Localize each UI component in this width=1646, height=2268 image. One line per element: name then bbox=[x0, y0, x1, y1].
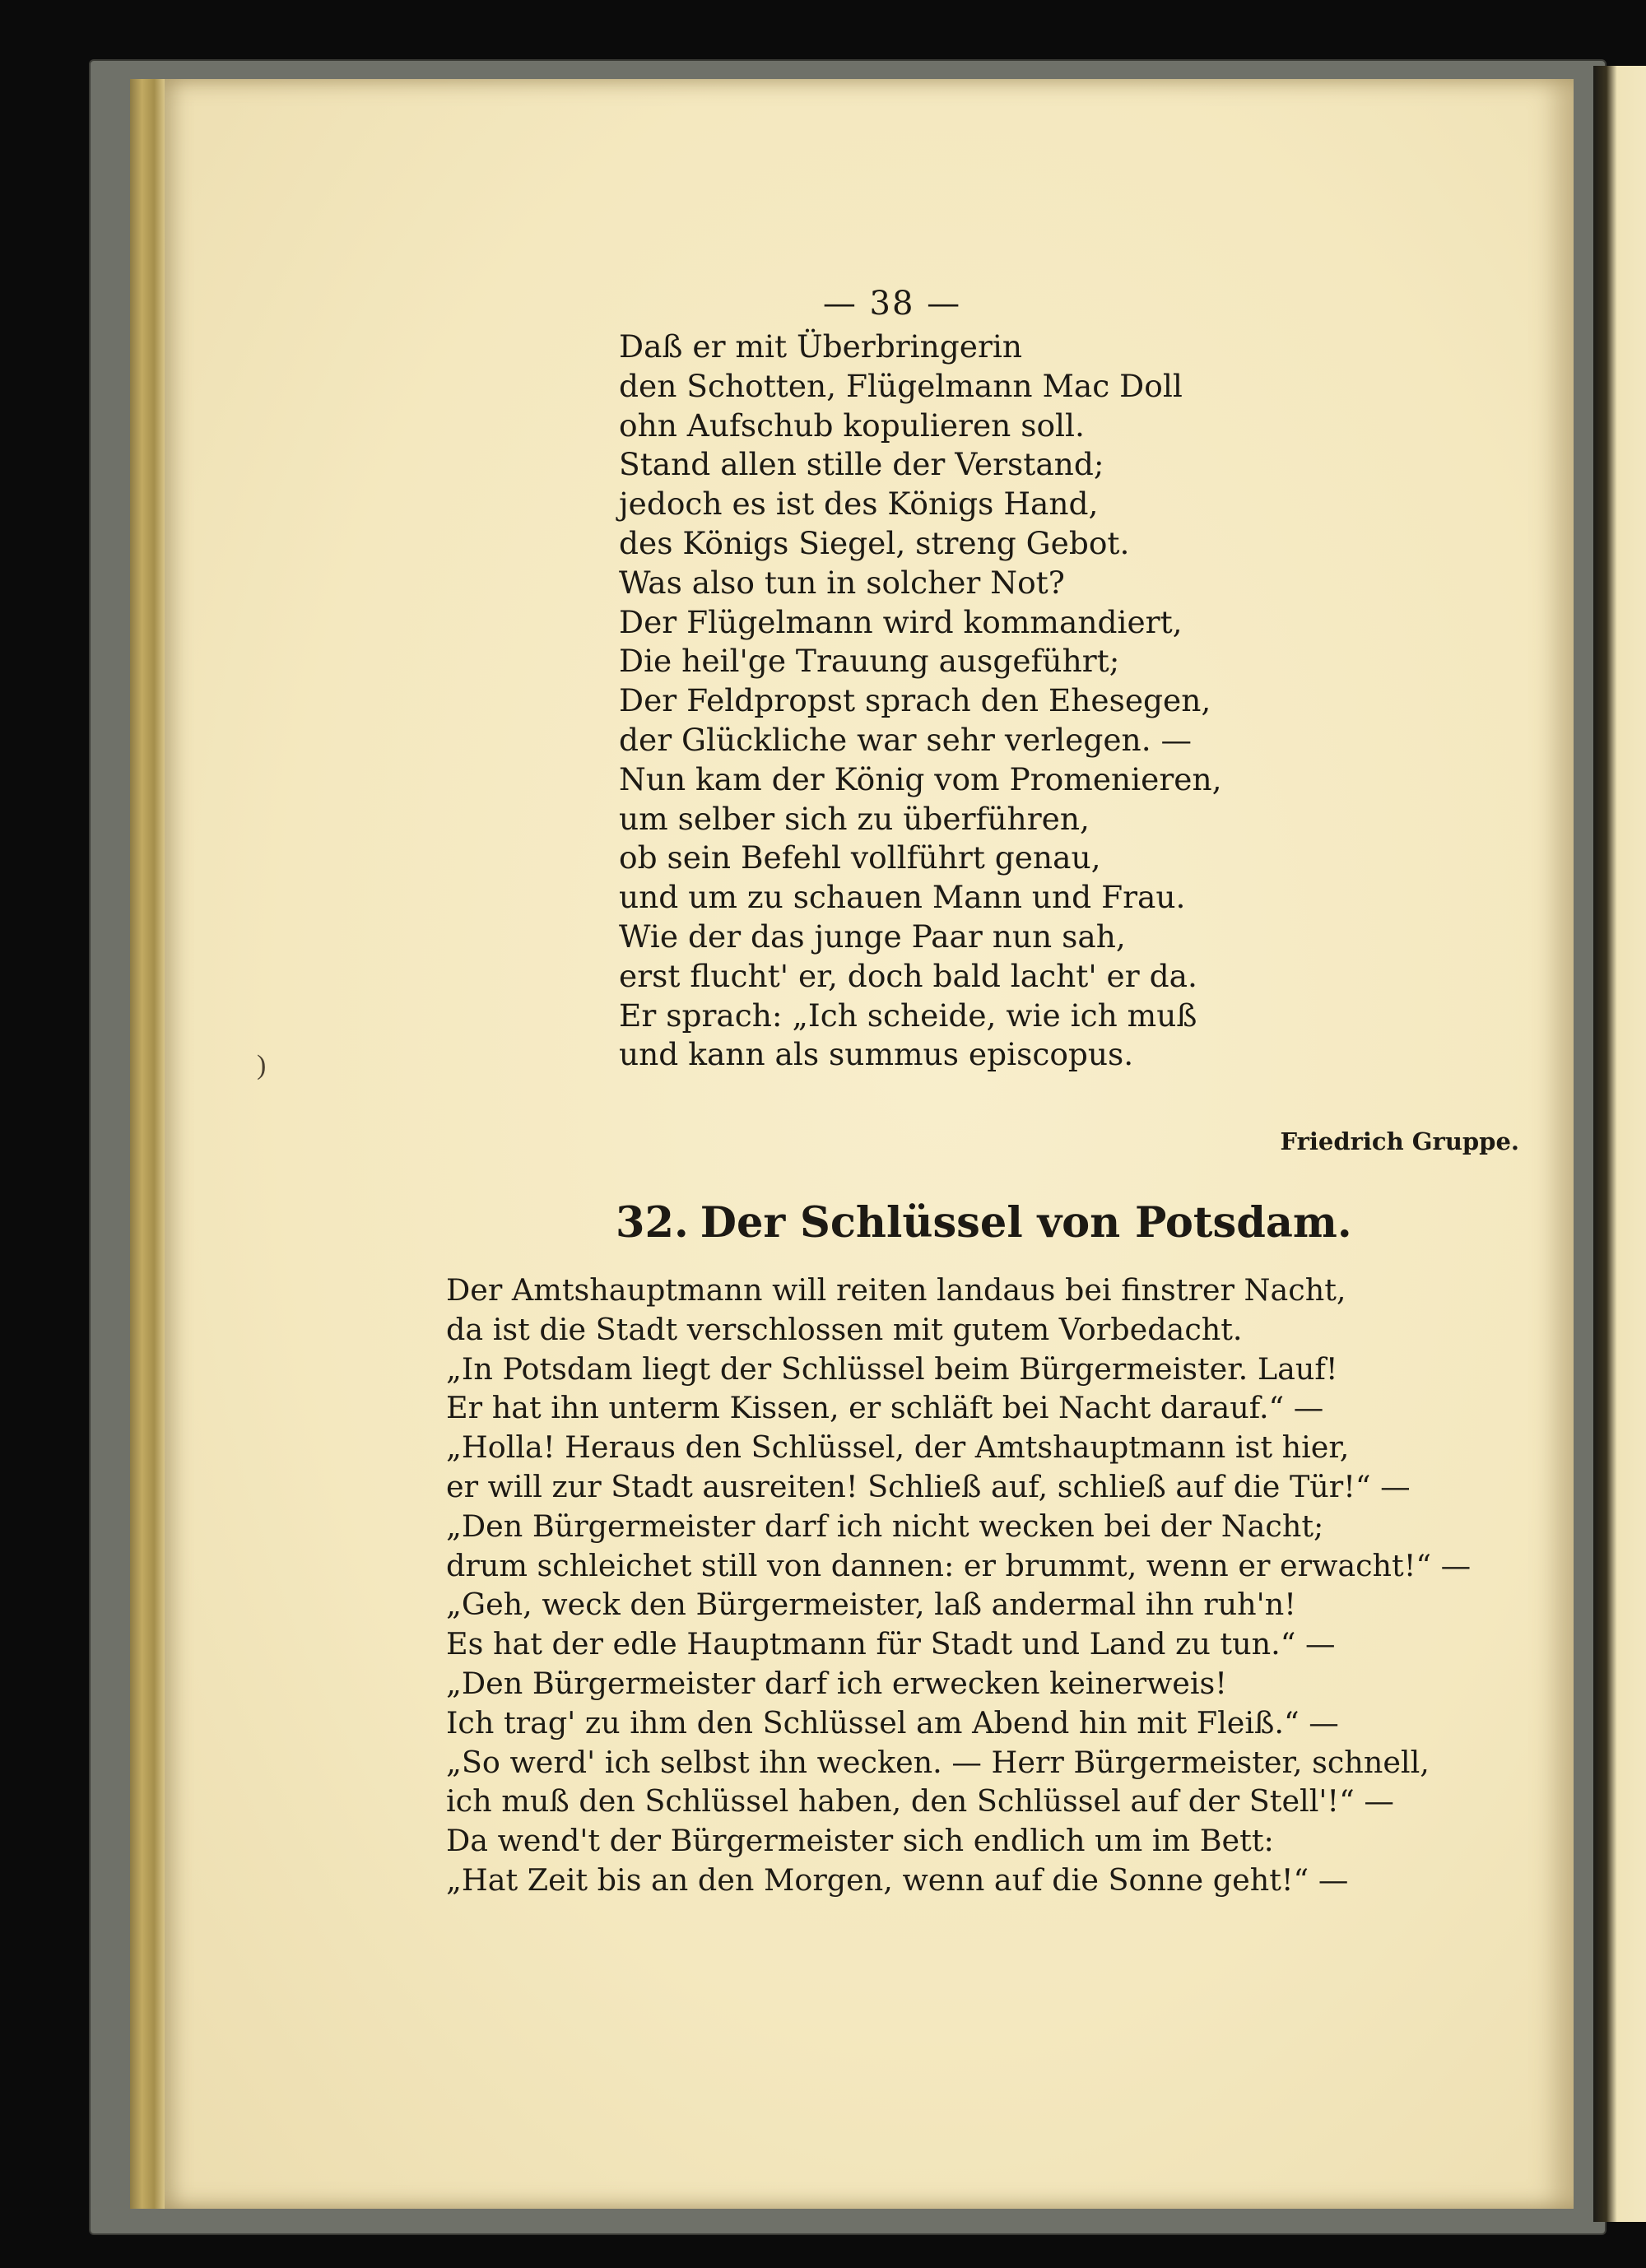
poem-line: ob sein Befehl vollführt genau, bbox=[619, 839, 1101, 876]
ballad-line: er will zur Stadt ausreiten! Schließ auf, schließ auf die Tür!“ — bbox=[446, 1468, 1411, 1504]
poem-line: erst flucht' er, doch bald lacht' er da. bbox=[619, 957, 1197, 994]
poem-line: und um zu schauen Mann und Frau. bbox=[619, 879, 1186, 916]
stray-mark: ) bbox=[257, 1050, 267, 1081]
ballad-line: ich muß den Schlüssel haben, den Schlüssel auf der Stell'!“ — bbox=[446, 1783, 1394, 1820]
poem-line: Was also tun in solcher Not? bbox=[619, 564, 1065, 601]
ballad-line: „Den Bürgermeister darf ich erwecken keinerweis! bbox=[446, 1665, 1227, 1701]
poem-line: Der Flügelmann wird kommandiert, bbox=[619, 603, 1183, 640]
section-heading bbox=[616, 1198, 1422, 1248]
poem-line: jedoch es ist des Königs Hand, bbox=[619, 486, 1099, 523]
section-number: 32. bbox=[616, 1198, 689, 1248]
book-page bbox=[161, 79, 1574, 2209]
page-number: — 38 — bbox=[822, 285, 962, 323]
ballad-line: da ist die Stadt verschlossen mit gutem Vorbedacht. bbox=[446, 1311, 1243, 1347]
ballad-line: „Den Bürgermeister darf ich nicht wecken bei der Nacht; bbox=[446, 1508, 1324, 1544]
poem-line: um selber sich zu überführen, bbox=[619, 800, 1090, 837]
poem-line: und kann als summus episcopus. bbox=[619, 1036, 1134, 1073]
ballad-line: „Hat Zeit bis an den Morgen, wenn auf die Sonne geht!“ — bbox=[446, 1861, 1349, 1898]
ballad-line: Er hat ihn unterm Kissen, er schläft bei Nacht darauf.“ — bbox=[446, 1390, 1324, 1426]
gilt-page-edge bbox=[130, 79, 165, 2209]
ballad-line: Der Amtshauptmann will reiten landaus bei finstrer Nacht, bbox=[446, 1272, 1346, 1308]
ballad-line: Da wend't der Bürgermeister sich endlich um im Bett: bbox=[446, 1823, 1274, 1859]
ballad-line: Ich trag' zu ihm den Schlüssel am Abend hin mit Fleiß.“ — bbox=[446, 1704, 1339, 1741]
poem-line: der Glückliche war sehr verlegen. — bbox=[619, 721, 1193, 758]
ballad-line: „In Potsdam liegt der Schlüssel beim Bürgermeister. Lauf! bbox=[446, 1350, 1338, 1387]
poem-line: des Königs Siegel, streng Gebot. bbox=[619, 524, 1130, 561]
poem-line: Der Feldpropst sprach den Ehesegen, bbox=[619, 682, 1211, 719]
facing-page-edge bbox=[1593, 66, 1646, 2222]
poem-line: Wie der das junge Paar nun sah, bbox=[619, 918, 1126, 955]
ballad-line: „So werd' ich selbst ihn wecken. — Herr Bürgermeister, schnell, bbox=[446, 1744, 1430, 1780]
poem-line: Die heil'ge Trauung ausgeführt; bbox=[619, 643, 1120, 680]
poem-line: ohn Aufschub kopulieren soll. bbox=[619, 407, 1085, 444]
section-title: Der Schlüssel von Potsdam. bbox=[700, 1198, 1352, 1248]
poem-continuation bbox=[619, 328, 1442, 1075]
poem-line: Er sprach: „Ich scheide, wie ich muß bbox=[619, 997, 1197, 1034]
poem-author: Friedrich Gruppe. bbox=[1280, 1127, 1519, 1155]
ballad-text bbox=[446, 1271, 1574, 1900]
poem-line: Daß er mit Überbringerin bbox=[619, 328, 1023, 365]
ballad-line: „Holla! Heraus den Schlüssel, der Amtshauptmann ist hier, bbox=[446, 1429, 1350, 1466]
poem-line: Stand allen stille der Verstand; bbox=[619, 446, 1104, 483]
ballad-line: drum schleichet still von dannen: er brummt, wenn er erwacht!“ — bbox=[446, 1547, 1472, 1583]
ballad-line: „Geh, weck den Bürgermeister, laß andermal ihn ruh'n! bbox=[446, 1587, 1296, 1623]
poem-line: Nun kam der König vom Promenieren, bbox=[619, 760, 1222, 797]
poem-line: den Schotten, Flügelmann Mac Doll bbox=[619, 367, 1183, 404]
ballad-line: Es hat der edle Hauptmann für Stadt und Land zu tun.“ — bbox=[446, 1626, 1336, 1662]
